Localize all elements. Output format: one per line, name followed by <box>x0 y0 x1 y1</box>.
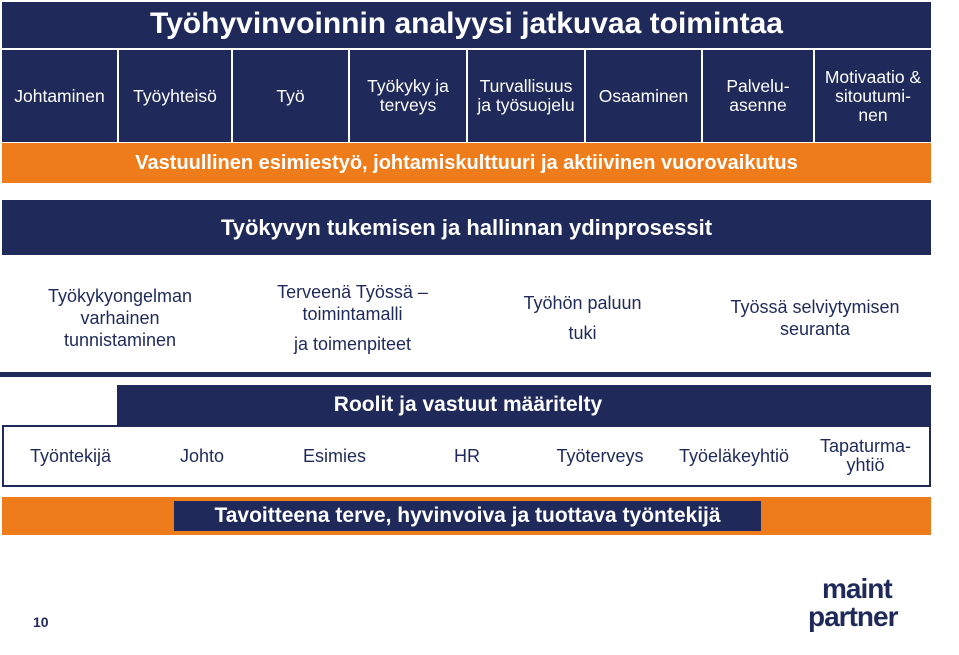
role-esimies <box>267 427 402 485</box>
category-label: Työ <box>276 85 305 106</box>
maint-partner-logo <box>800 568 940 638</box>
role-label: Työeläkeyhtiö <box>678 445 790 466</box>
category-label: Turvallisuus ja työsuojelu <box>477 76 575 115</box>
category-label: Palvelu-asenne <box>726 76 790 115</box>
role-tyoterveys <box>532 427 668 485</box>
orange-banner-text: Vastuullinen esimiestyö, johtamiskulttuuri ja aktiivinen vuorovaikutus <box>135 152 798 174</box>
goal-banner-text: Tavoitteena terve, hyvinvoiva ja tuottava työntekijä <box>174 501 761 531</box>
process-label: Työkykyongelman varhainen tunnistaminen <box>47 286 193 350</box>
role-label: Työterveys <box>556 445 644 466</box>
category-motivaatio <box>815 50 931 142</box>
core-processes-banner: Työkyvyn tukemisen ja hallinnan ydinprosessit <box>2 200 931 255</box>
process-follow-up <box>700 262 930 374</box>
process-label: Työhön paluun <box>523 293 642 313</box>
category-label: Työyhteisö <box>133 85 217 106</box>
category-palveluasenne <box>703 50 813 142</box>
role-tyontekija <box>4 427 137 485</box>
role-label: Tapaturma-yhtiö <box>819 436 912 475</box>
divider-line <box>0 372 931 377</box>
role-johto <box>137 427 267 485</box>
roles-banner-text: Roolit ja vastuut määritelty <box>333 393 603 416</box>
category-label: Motivaatio & sitoutumi-nen <box>824 66 922 125</box>
category-label: Johtaminen <box>14 85 105 106</box>
role-hr <box>402 427 532 485</box>
role-label: Esimies <box>302 445 366 466</box>
svg-text:maint: maint <box>822 573 892 604</box>
role-label: Työntekijä <box>29 445 112 466</box>
category-turvallisuus <box>468 50 584 142</box>
process-label-sub: ja toimenpiteet <box>293 334 412 354</box>
page-title: Työhyvinvoinnin analyysi jatkuvaa toimintaa <box>150 7 783 40</box>
role-tapaturmayhtio <box>800 427 931 485</box>
process-label: Terveenä Työssä – toimintamalli <box>277 282 428 324</box>
category-tyokyky <box>350 50 466 142</box>
category-label: Työkyky ja terveys <box>367 76 449 115</box>
process-label: Työssä selviytymisen seuranta <box>730 297 900 339</box>
category-johtaminen <box>2 50 117 142</box>
svg-text:partner: partner <box>808 601 898 632</box>
process-early-identification <box>20 262 220 374</box>
role-label: Johto <box>179 445 225 466</box>
process-label-sub: tuki <box>568 323 597 343</box>
maint-partner-logo-graphic <box>800 568 940 638</box>
category-tyoyhteiso <box>119 50 231 142</box>
role-tyoelakeyhtio <box>668 427 800 485</box>
category-tyo <box>233 50 348 142</box>
category-osaaminen <box>586 50 701 142</box>
category-label: Osaaminen <box>598 85 689 106</box>
process-return-to-work <box>490 262 675 374</box>
process-terveena-tyossa <box>245 262 460 374</box>
page-number: 10 <box>33 614 49 630</box>
goal-banner-wrap <box>2 497 931 535</box>
role-label: HR <box>454 445 480 466</box>
